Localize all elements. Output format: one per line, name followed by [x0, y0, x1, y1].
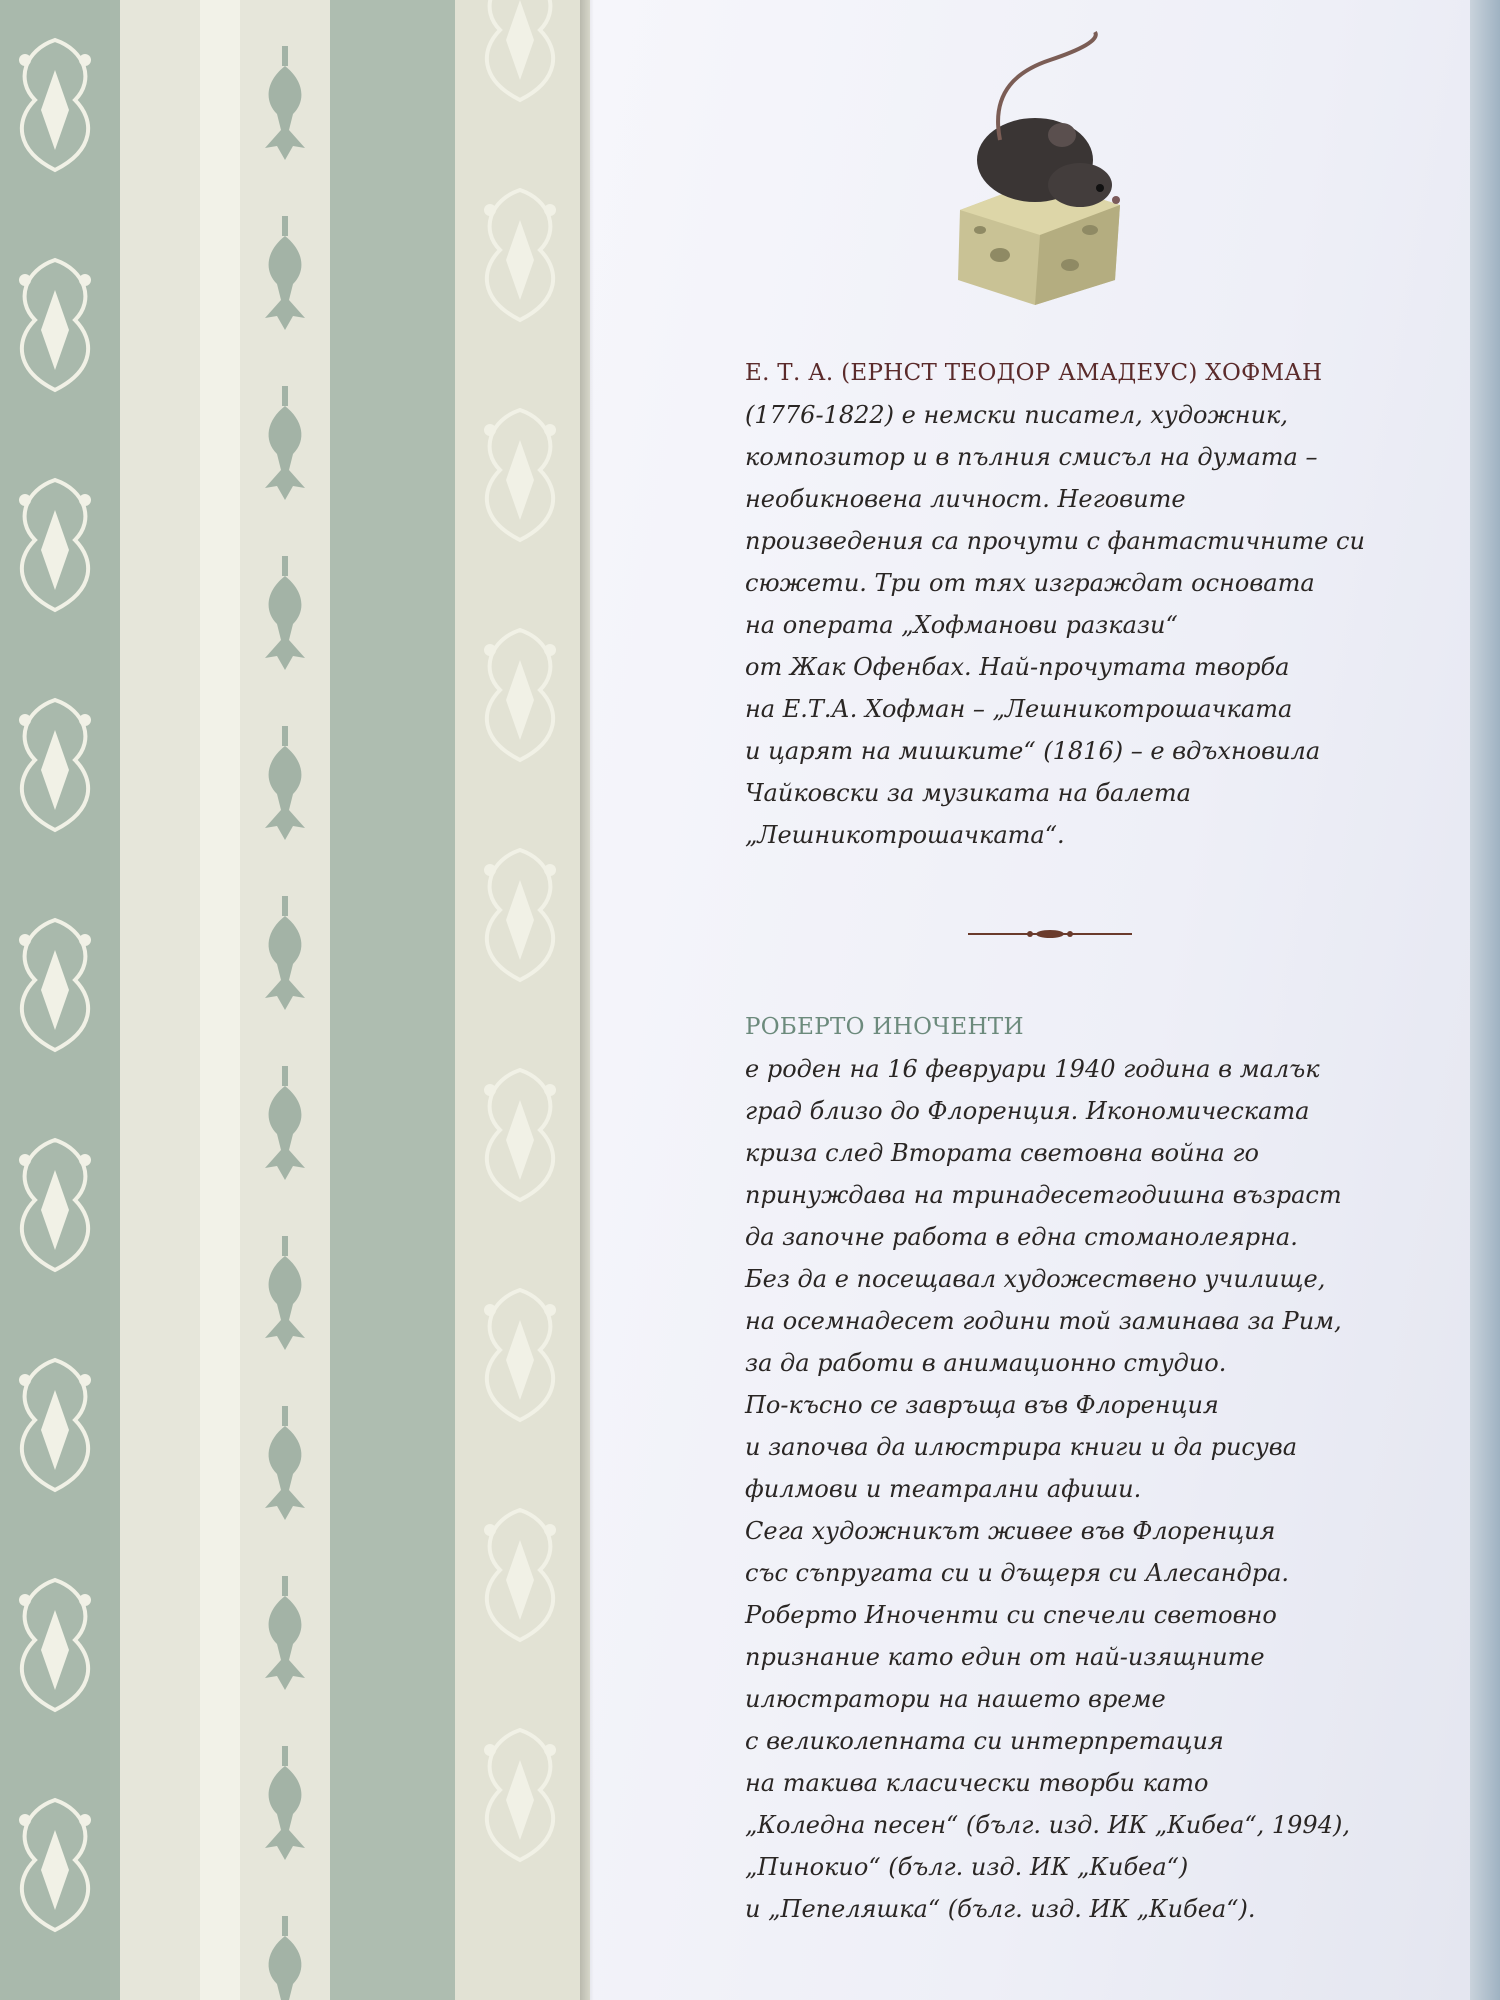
- innocenti-line: Без да е посещавал художествено училище,: [745, 1265, 1326, 1293]
- innocenti-line: принуждава на тринадесетгодишна възраст: [745, 1181, 1342, 1209]
- page-shadow: [580, 0, 594, 2000]
- hoffmann-line: на Е.Т.А. Хофман – „Лешникотрошачката: [745, 695, 1293, 723]
- hoffmann-line: произведения са прочути с фантастичните си: [745, 527, 1365, 555]
- hoffmann-line: необикновена личност. Неговите: [745, 485, 1186, 513]
- innocenti-biography: [745, 1006, 1385, 1930]
- mouse-on-cheese-illustration: [940, 30, 1140, 310]
- innocenti-line: и „Пепеляшка“ (бълг. изд. ИК „Кибеа“).: [745, 1895, 1256, 1923]
- innocenti-line: По-късно се завръща във Флоренция: [745, 1391, 1219, 1419]
- wallpaper-ornament: [0, 0, 590, 2000]
- hoffmann-line: на операта „Хофманови разкази“: [745, 611, 1178, 639]
- scroll-column-right: [484, 0, 556, 1860]
- hoffmann-line: Чайковски за музиката на балета: [745, 779, 1191, 807]
- hoffmann-heading: Е. Т. А. (ЕРНСТ ТЕОДОР АМАДЕУС) ХОФМАН: [745, 360, 1323, 386]
- wallpaper-pattern: [0, 0, 590, 2000]
- innocenti-line: град близо до Флоренция. Икономическата: [745, 1097, 1310, 1125]
- hoffmann-line: (1776-1822) е немски писател, художник,: [745, 401, 1289, 429]
- hoffmann-line: от Жак Офенбах. Най-прочутата творба: [745, 653, 1290, 681]
- scroll-column-left: [19, 40, 91, 1930]
- innocenti-line: е роден на 16 февруари 1940 година в малък: [745, 1055, 1320, 1083]
- innocenti-line: криза след Втората световна война го: [745, 1139, 1259, 1167]
- innocenti-heading: РОБЕРТО ИНОЧЕНТИ: [745, 1014, 1024, 1040]
- innocenti-line: признание като един от най-изящните: [745, 1643, 1265, 1671]
- hoffmann-biography: [745, 352, 1385, 856]
- innocenti-line: за да работи в анимационно студио.: [745, 1349, 1227, 1377]
- innocenti-line: Сега художникът живее във Флоренция: [745, 1517, 1276, 1545]
- innocenti-line: и започва да илюстрира книги и да рисува: [745, 1433, 1298, 1461]
- hoffmann-line: сюжети. Три от тях изграждат основата: [745, 569, 1315, 597]
- hoffmann-line: „Лешникотрошачката“.: [745, 821, 1065, 849]
- page-edge: [1470, 0, 1500, 2000]
- innocenti-line: „Пинокио“ (бълг. изд. ИК „Кибеа“): [745, 1853, 1189, 1881]
- innocenti-line: „Коледна песен“ (бълг. изд. ИК „Кибеа“, 1994),: [745, 1811, 1350, 1839]
- innocenti-line: филмови и театрални афиши.: [745, 1475, 1142, 1503]
- innocenti-line: на осемнадесет години той заминава за Рим,: [745, 1307, 1342, 1335]
- innocenti-line: с великолепната си интерпретация: [745, 1727, 1224, 1755]
- innocenti-line: със съпругата си и дъщеря си Алесандра.: [745, 1559, 1290, 1587]
- tulip-column: [265, 46, 305, 2000]
- ornamental-divider: [968, 924, 1132, 944]
- innocenti-line: на такива класически творби като: [745, 1769, 1209, 1797]
- innocenti-line: илюстратори на нашето време: [745, 1685, 1166, 1713]
- hoffmann-line: композитор и в пълния смисъл на думата –: [745, 443, 1318, 471]
- hoffmann-line: и царят на мишките“ (1816) – е вдъхновила: [745, 737, 1321, 765]
- innocenti-line: Роберто Иноченти си спечели световно: [745, 1601, 1277, 1629]
- innocenti-line: да започне работа в една стоманолеярна.: [745, 1223, 1298, 1251]
